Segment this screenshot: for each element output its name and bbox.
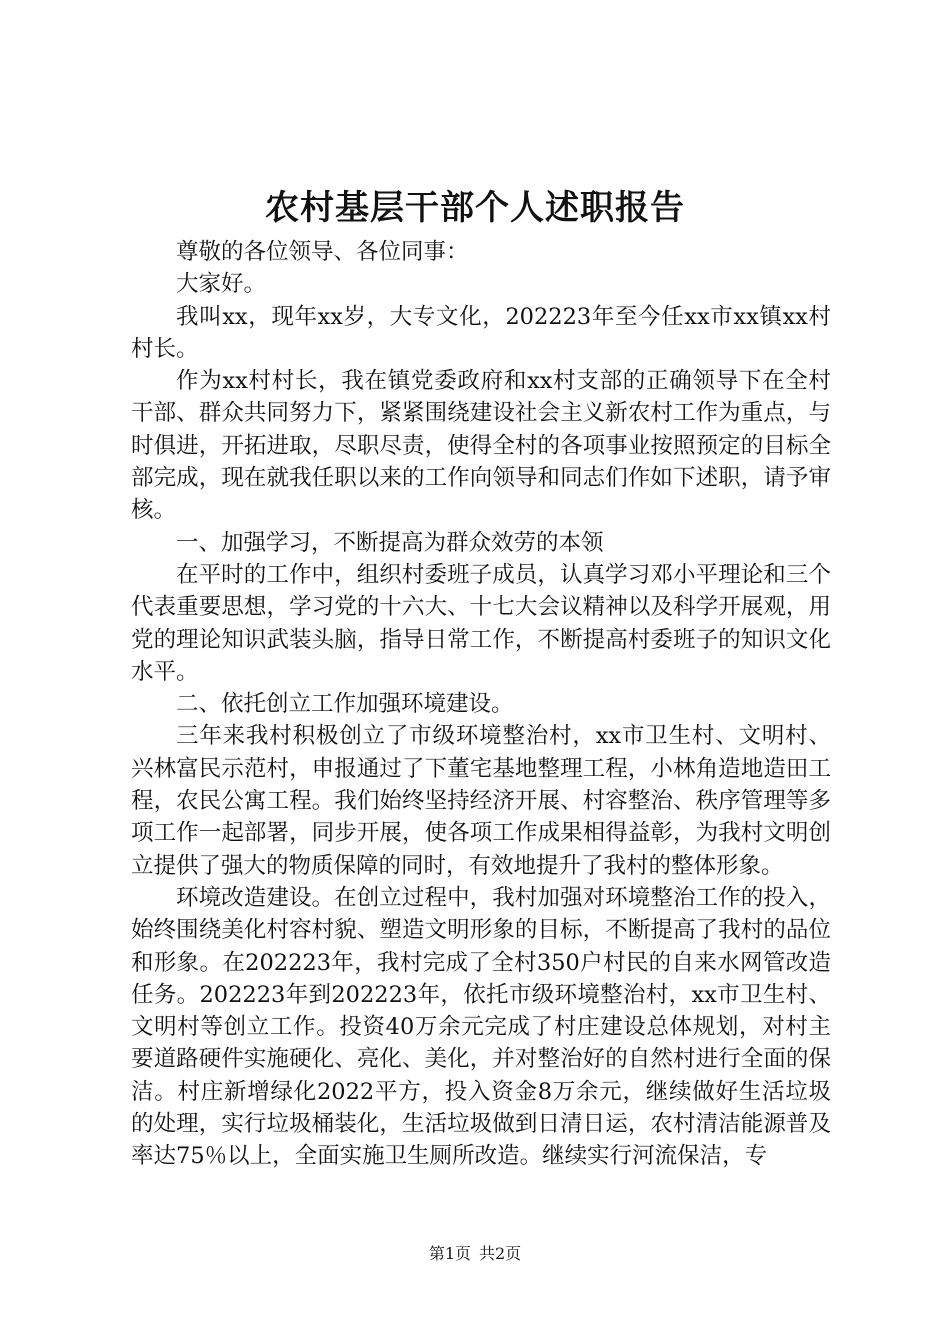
paragraph-self-intro: 我叫xx，现年xx岁，大专文化，202223年至今任xx市xx镇xx村村长。 xyxy=(131,303,831,362)
section-heading-1: 一、加强学习，不断提高为群众效劳的本领 xyxy=(176,529,604,556)
page-number: 第1页 xyxy=(428,1244,471,1263)
page-footer xyxy=(0,1244,950,1264)
paragraph-study: 在平时的工作中，组织村委班子成员，认真学习邓小平理论和三个代表重要思想，学习党的十六大、十七大会议精神以及科学开展观，用党的理论知识武装头脑，指导日常工作，不断提高村委班子的知识文化水平。 xyxy=(131,561,831,685)
greeting: 大家好。 xyxy=(176,271,267,298)
salutation: 尊敬的各位领导、各位同事： xyxy=(176,239,469,265)
paragraph-environment: 环境改造建设。在创立过程中，我村加强对环境整治工作的投入，始终围绕美化村容村貌、塑造文明形象的目标，不断提高了我村的品位和形象。在202223年，我村完成了全村350户村民的自来水网管改造任务。202223年到202223年，依托市级环境整治村，xx市卫生村、文明村等创立工作。投资40万余元完成了村庄建设总体规划，对村主要道路硬件实施硬化、亮化、美化，并对整治好的自然村进行全面的保洁。村庄新增绿化2022平方，投入资金8万余元，继续做好生活垃圾的处理，实行垃圾桶装化，生活垃圾做到日清日运，农村清洁能源普及率达75％以上，全面实施卫生厕所改造。继续实行河流保洁，专 xyxy=(131,884,831,1170)
paragraph-creation: 三年来我村积极创立了市级环境整治村，xx市卫生村、文明村、兴林富民示范村，申报通过了下董宅基地整理工程，小林角造地造田工程，农民公寓工程。我们始终坚持经济开展、村容整治、秩序管理等多项工作一起部署，同步开展，使各项工作成果相得益彰，为我村文明创立提供了强大的物质保障的同时，有效地提升了我村的整体形象。 xyxy=(131,723,831,879)
document-title: 农村基层干部个人述职报告 xyxy=(265,188,685,228)
document-body xyxy=(131,236,831,1173)
section-heading-2: 二、依托创立工作加强环境建设。 xyxy=(176,691,514,718)
page-total: 共2页 xyxy=(479,1244,522,1263)
paragraph-overview: 作为xx村村长，我在镇党委政府和xx村支部的正确领导下在全村干部、群众共同努力下，紧紧围绕建设社会主义新农村工作为重点，与时俱进，开拓进取，尽职尽责，使得全村的各项事业按照预定的目标全部完成，现在就我任职以来的工作向领导和同志们作如下述职，请予审核。 xyxy=(131,368,831,524)
